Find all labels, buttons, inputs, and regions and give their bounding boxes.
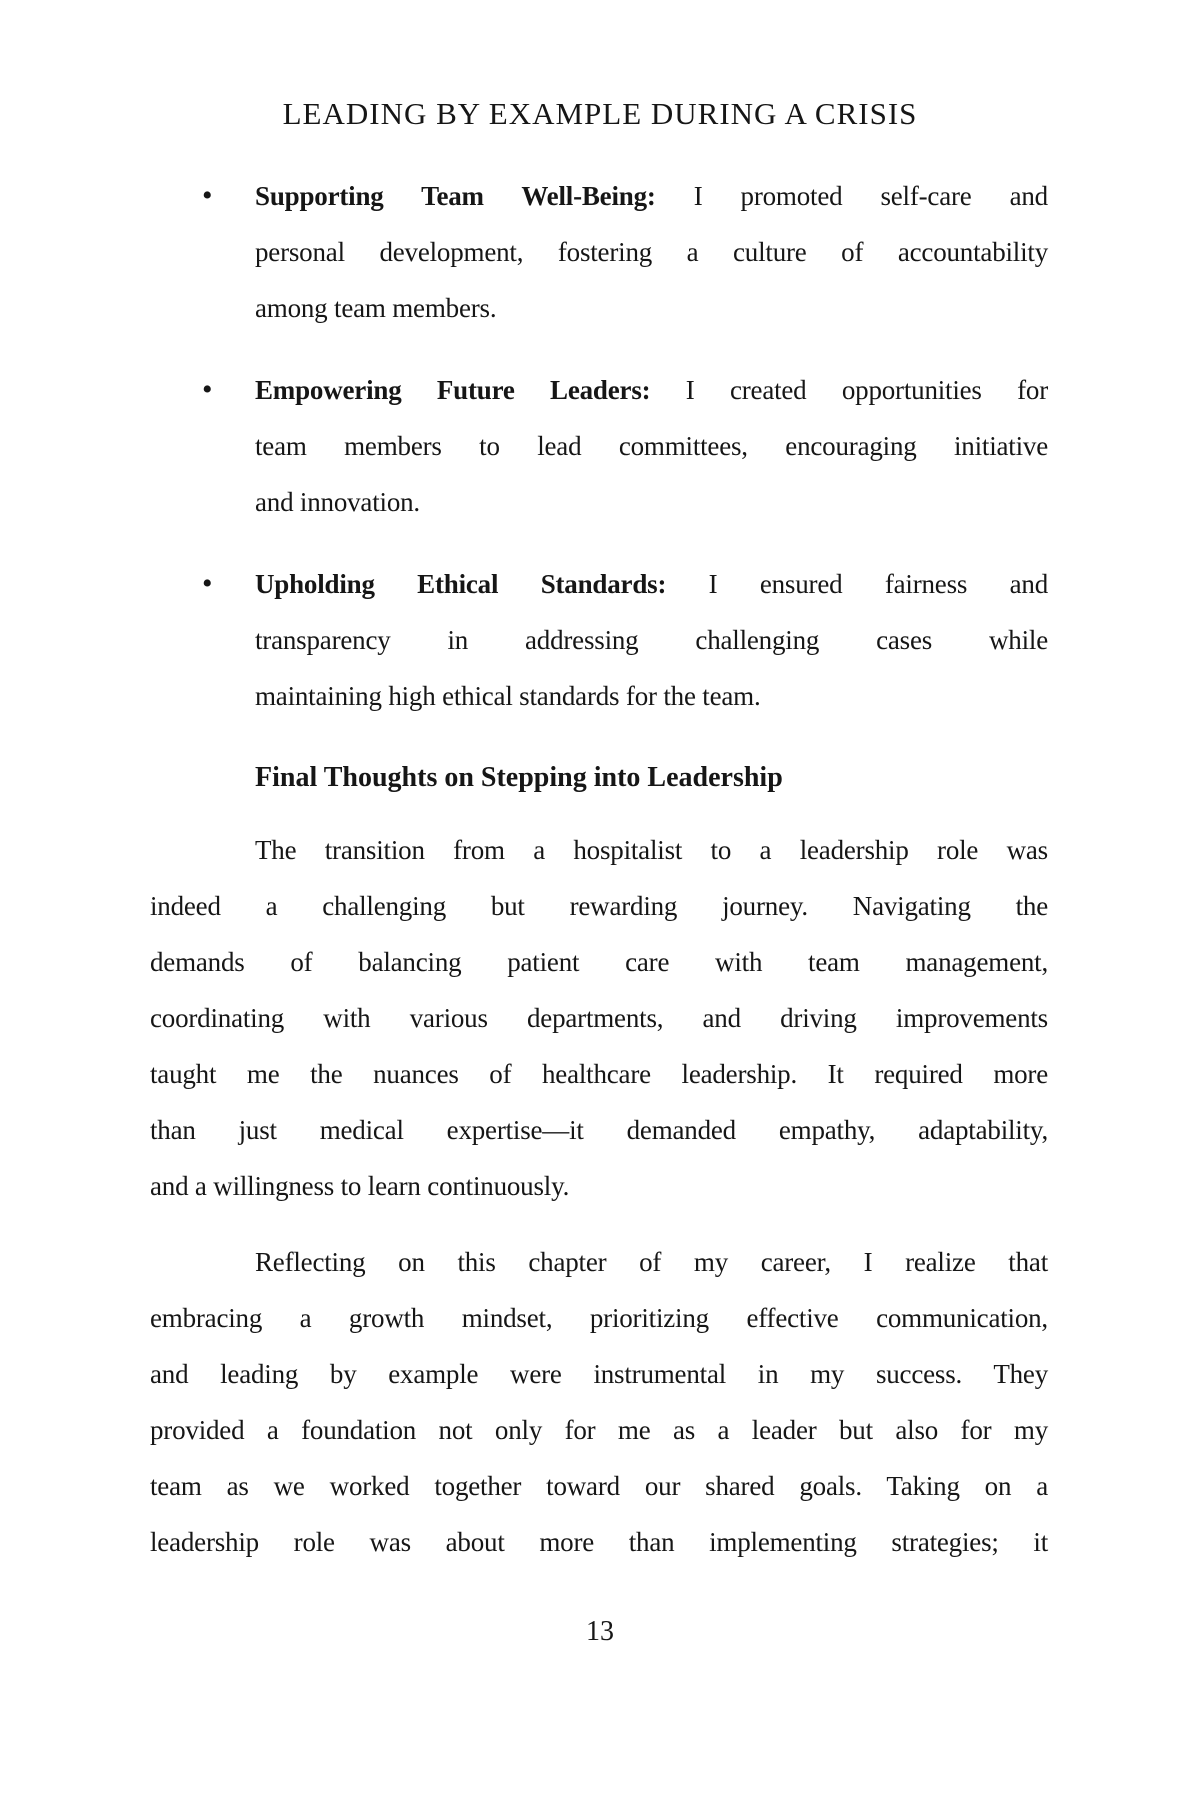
text-line: Reflecting on this chapter of my career, I realize that (255, 1247, 1048, 1277)
bullet-icon: • (202, 373, 213, 406)
text-line: and innovation. (255, 487, 420, 517)
text-line: The transition from a hospitalist to a leadership role was (255, 835, 1048, 865)
bullet-list (150, 168, 1048, 724)
bullet-icon: • (202, 567, 213, 600)
text-line: demands of balancing patient care with team management, (150, 947, 1048, 977)
bullet-line-rest: I promoted self-care and (655, 181, 1048, 211)
bullet-item (150, 556, 1048, 724)
section-heading: Final Thoughts on Stepping into Leadership (255, 762, 783, 793)
text-line (255, 362, 1048, 418)
text-line: and a willingness to learn continuously. (150, 1171, 570, 1201)
page-number: 13 (586, 1616, 614, 1647)
text-line: taught me the nuances of healthcare leadership. It required more (150, 1059, 1048, 1089)
bullet-text (255, 556, 1048, 724)
bullet-text (255, 362, 1048, 530)
bullet-item (150, 168, 1048, 336)
text-line: team members to lead committees, encouraging initiative (255, 431, 1048, 461)
page-content (150, 168, 1048, 1590)
running-header: LEADING BY EXAMPLE DURING A CRISIS (282, 96, 918, 131)
text-line (255, 556, 1048, 612)
paragraph (150, 822, 1048, 1214)
text-line: team as we worked together toward our shared goals. Taking on a (150, 1471, 1048, 1501)
text-line: than just medical expertise—it demanded empathy, adaptability, (150, 1115, 1048, 1145)
text-line: leadership role was about more than implementing strategies; it (150, 1527, 1048, 1557)
text-line: coordinating with various departments, and driving improvements (150, 1003, 1048, 1033)
text-line: provided a foundation not only for me as a leader but also for my (150, 1415, 1048, 1445)
text-line: embracing a growth mindset, prioritizing effective communication, (150, 1303, 1048, 1333)
bullet-lead-in: Empowering Future Leaders: (255, 375, 651, 405)
text-line: personal development, fostering a culture of accountability (255, 237, 1048, 267)
bullet-line-rest: I ensured fairness and (666, 569, 1048, 599)
text-line: transparency in addressing challenging cases while (255, 625, 1048, 655)
text-line: among team members. (255, 293, 497, 323)
text-line: indeed a challenging but rewarding journey. Navigating the (150, 891, 1048, 921)
bullet-line-rest: I created opportunities for (650, 375, 1048, 405)
bullet-icon: • (202, 179, 213, 212)
text-line (255, 168, 1048, 224)
text-line: and leading by example were instrumental in my success. They (150, 1359, 1048, 1389)
bullet-lead-in: Upholding Ethical Standards: (255, 569, 667, 599)
text-line: maintaining high ethical standards for the team. (255, 681, 761, 711)
bullet-item (150, 362, 1048, 530)
bullet-text (255, 168, 1048, 336)
bullet-lead-in: Supporting Team Well-Being: (255, 181, 656, 211)
paragraph (150, 1234, 1048, 1570)
